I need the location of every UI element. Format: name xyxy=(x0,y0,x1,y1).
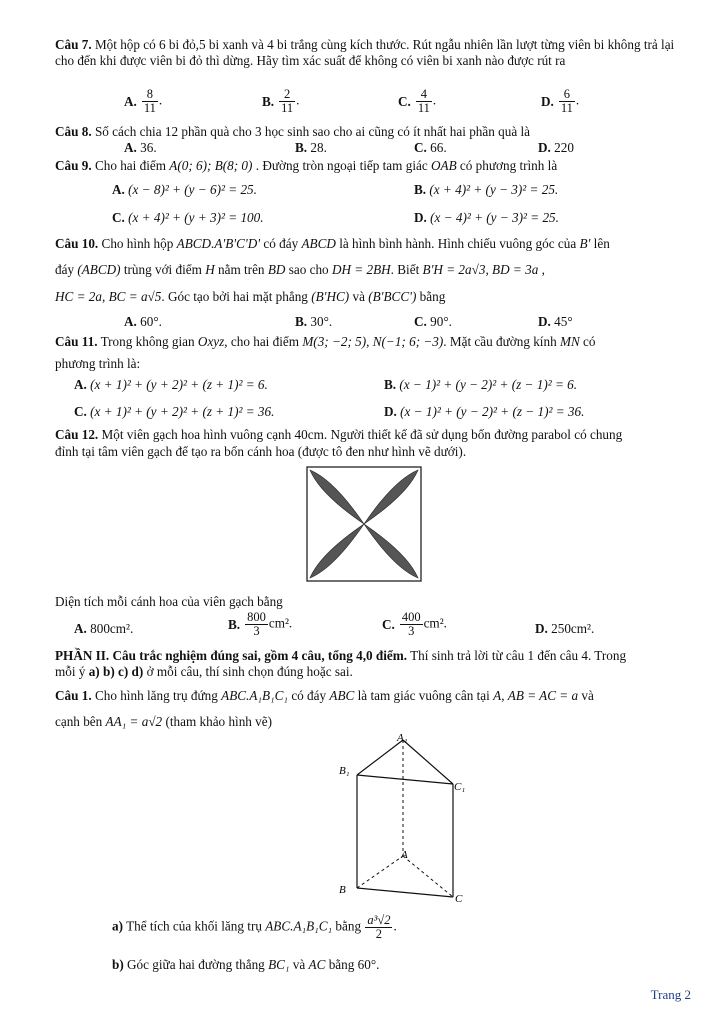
q11-option-b: B. (x − 1)² + (y − 2)² + (z − 1)² = 6. xyxy=(384,377,578,392)
q11-line1: Câu 11. Trong không gian Oxyz, cho hai điểm M(3; −2; 5), N(−1; 6; −3). Mặt cầu đường kính MN có xyxy=(55,334,596,349)
p2q1-part-b: b) Góc giữa hai đường thẳng BC₁ và AC bằng 60°. xyxy=(112,957,380,972)
label-b1: B₁ xyxy=(339,765,350,777)
q7-label: Câu 7. xyxy=(55,37,92,52)
q11-option-c: C. (x + 1)² + (y + 2)² + (z + 1)² = 36. xyxy=(74,404,275,419)
prism-figure xyxy=(335,732,475,904)
p2q1-part-a: a) Thể tích của khối lăng trụ ABC.A₁B₁C₁ bằng $\frac{\text{a³√2}}{2}$ . xyxy=(112,913,397,941)
q11-option-d: D. (x − 1)² + (y − 2)² + (z − 1)² = 36. xyxy=(384,404,585,419)
q9-option-a: A. (x − 8)² + (y − 6)² = 25. xyxy=(112,182,257,197)
q7-option-a: A. $\frac{8}{11}$ . xyxy=(124,87,163,115)
q10-line3: HC = 2a, BC = a√5. Góc tạo bởi hai mặt phẳng (B'HC) và (B'BCC') bằng xyxy=(55,289,446,304)
label-a1: A₁ xyxy=(397,732,408,744)
q10-option-d: D. 45° xyxy=(538,314,573,329)
label-a: A xyxy=(401,849,408,861)
q9-option-b: B. (x + 4)² + (y − 3)² = 25. xyxy=(414,182,559,197)
p2q1-line2: cạnh bên AA₁ = a√2 (tham khảo hình vẽ) xyxy=(55,714,273,729)
part2-intro: PHẦN II. Câu trắc nghiệm đúng sai, gồm 4 câu, tổng 4,0 điểm. Thí sinh trả lời từ câu 1 đến câu 4. Trong mỗi ý a) b) c) d) ở mỗi câu, thí sinh chọn đúng hoặc sai. xyxy=(55,648,627,679)
q10-option-b: B. 30°. xyxy=(295,314,333,329)
q12-question: Diện tích mỗi cánh hoa của viên gạch bằng xyxy=(55,594,283,609)
q7-body: Một hộp có 6 bi đỏ,5 bi xanh và 4 bi trắng cùng kích thước. Rút ngẫu nhiên lần lượt từng viên bi không trả lại cho đến khi được viên bi đỏ thì dừng. Hãy tìm xác suất để không có viên bi xanh nào được rút ra xyxy=(55,37,675,68)
label-c: C xyxy=(455,893,463,904)
q8-option-a: A. 36. xyxy=(124,140,157,155)
label-b: B xyxy=(339,884,346,896)
q10-option-c: C. 90°. xyxy=(414,314,452,329)
q9-text: Câu 9. Cho hai điểm A(0; 6); B(8; 0) . Đường tròn ngoại tiếp tam giác OAB có phương trình là xyxy=(55,158,558,173)
q11-option-a: A. (x + 1)² + (y + 2)² + (z + 1)² = 6. xyxy=(74,377,268,392)
q9-option-c: C. (x + 4)² + (y + 3)² = 100. xyxy=(112,210,264,225)
q12-line2: đỉnh tại tâm viên gạch để tạo ra bốn cánh hoa (được tô đen như hình vẽ dưới). xyxy=(55,444,467,459)
q11-line2: phương trình là: xyxy=(55,356,141,371)
q12-line1: Câu 12. Một viên gạch hoa hình vuông cạnh 40cm. Người thiết kế đã sử dụng bốn đường parabol có chung xyxy=(55,427,623,442)
q7-option-d: D. $\frac{6}{11}$ . xyxy=(541,87,580,115)
q10-option-a: A. 60°. xyxy=(124,314,162,329)
q9-option-d: D. (x − 4)² + (y − 3)² = 25. xyxy=(414,210,559,225)
q7-option-b: B. $\frac{2}{11}$ . xyxy=(262,87,300,115)
q12-option-a: A. 800cm². xyxy=(74,621,134,636)
q8-option-b: B. 28. xyxy=(295,140,327,155)
q12-option-b: B. $\frac{800}{3}$ cm². xyxy=(228,610,293,638)
q8-option-d: D. 220 xyxy=(538,140,574,155)
tile-flower-figure xyxy=(306,466,422,582)
q7-text xyxy=(55,37,695,69)
q12-option-c: C. $\frac{400}{3}$ cm². xyxy=(382,610,447,638)
p2q1-line1: Câu 1. Cho hình lăng trụ đứng ABC.A₁B₁C₁ có đáy ABC là tam giác vuông cân tại A, AB = AC = a và xyxy=(55,688,594,703)
q8-option-c: C. 66. xyxy=(414,140,447,155)
page-number: Trang 2 xyxy=(650,987,691,1002)
q10-line2: đáy (ABCD) trùng với điểm H nằm trên BD sao cho DH = 2BH. Biết B'H = 2a√3, BD = 3a , xyxy=(55,262,545,277)
label-c1: C₁ xyxy=(454,781,466,793)
q12-option-d: D. 250cm². xyxy=(535,621,595,636)
q10-line1: Câu 10. Cho hình hộp ABCD.A'B'C'D' có đáy ABCD là hình bình hành. Hình chiếu vuông góc của B' lên xyxy=(55,236,610,251)
q7-option-c: C. $\frac{4}{11}$ . xyxy=(398,87,437,115)
q8-text: Câu 8. Số cách chia 12 phần quà cho 3 học sinh sao cho ai cũng có ít nhất hai phần quà là xyxy=(55,124,530,139)
